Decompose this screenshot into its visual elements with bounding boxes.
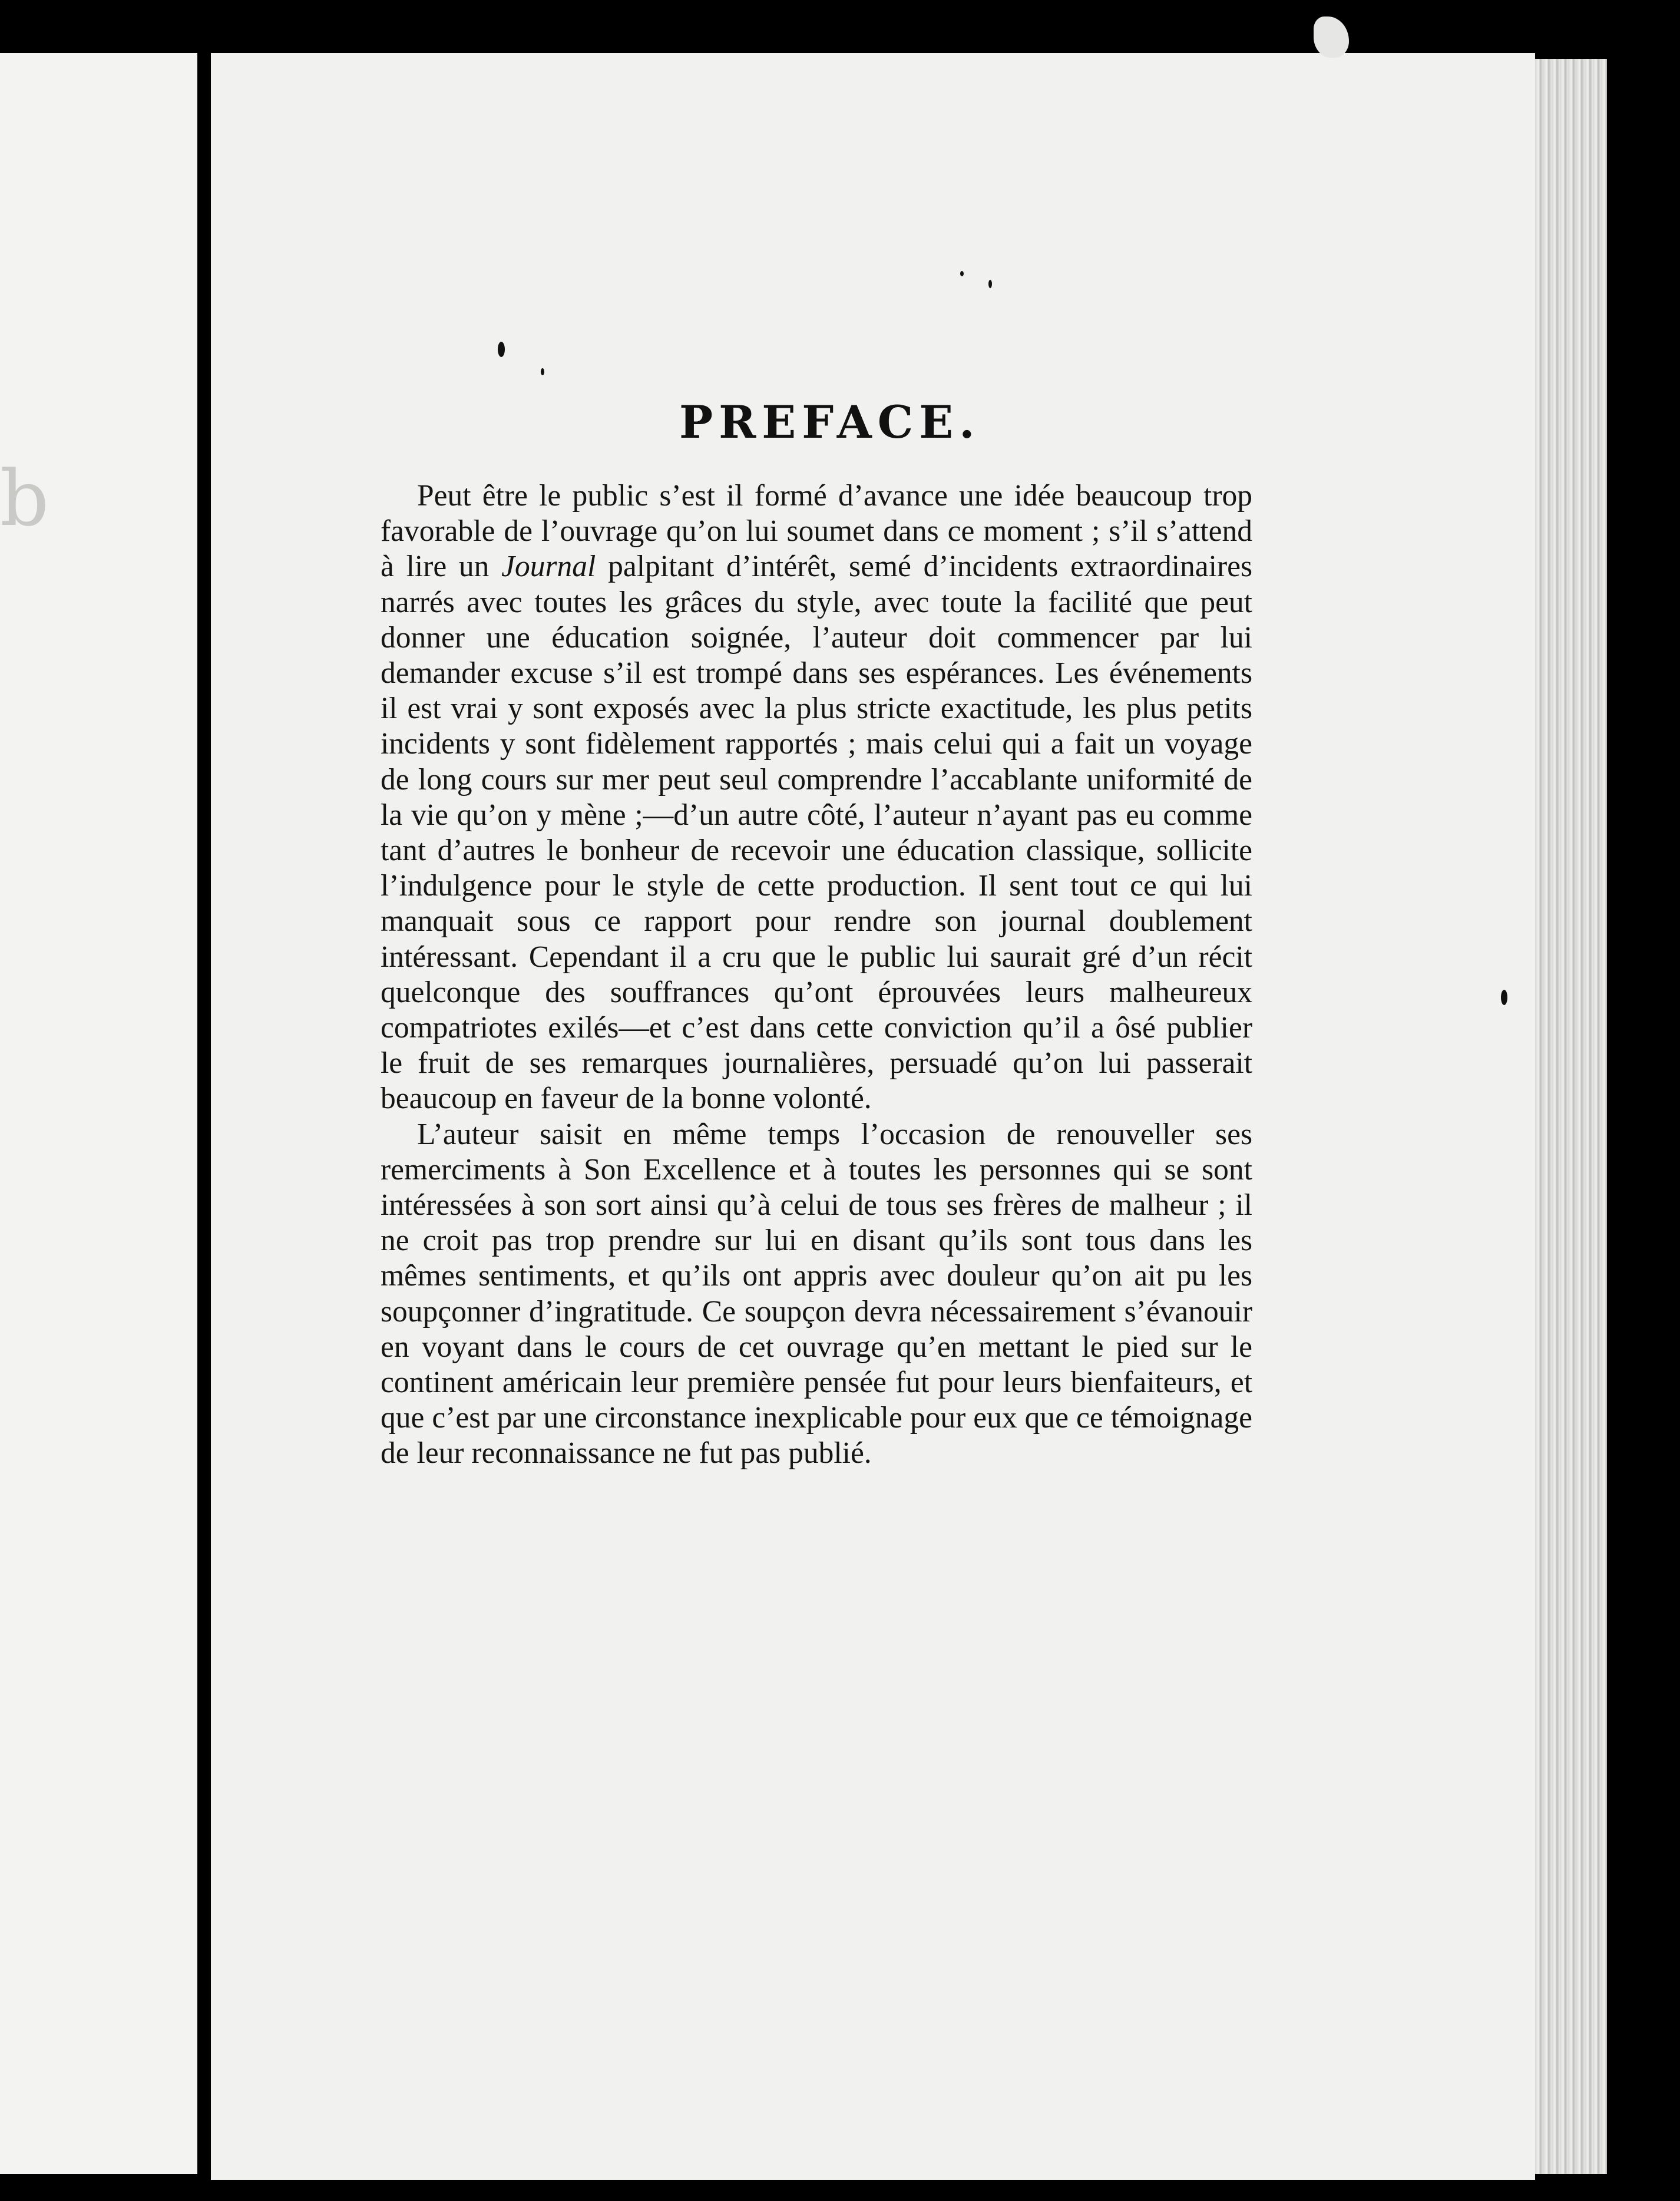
ink-speck bbox=[988, 280, 992, 288]
page-edges bbox=[1535, 59, 1607, 2174]
preface-text bbox=[381, 478, 1252, 1472]
italic-word: Journal bbox=[501, 550, 596, 584]
page-title: PREFACE. bbox=[679, 396, 981, 448]
bleed-through-mark: b bbox=[0, 454, 49, 543]
ink-speck bbox=[541, 368, 544, 375]
ink-speck bbox=[1501, 990, 1507, 1005]
left-page-edge bbox=[0, 53, 197, 2174]
paragraph: L’auteur saisit en même temps l’occasion de renouveller ses remerciments à Son Excellence et à toutes les personnes qui se sont intéressées à son sort ainsi qu’à celui de tous ses frères de malheur ; il ne croit pas trop prendre sur lui en disant qu’ils sont tous dans les mêmes sentiments, et qu’ils ont appris avec douleur qu’on ait pu les soupçonner d’ingratitude. Ce soupçon devra nécessairement s’évanouir en voyant dans le cours de cet ouvrage qu’en mettant le pied sur le continent américain leur première pensée fut pour leurs bienfaiteurs, et que c’est par une circonstance inexplicable pour eux que ce témoignage de leur reconnaissance ne fut pas publié. bbox=[381, 1117, 1252, 1470]
torn-corner-mark bbox=[1314, 16, 1349, 58]
paragraph: Peut être le public s’est il formé d’avance une idée beaucoup trop favorable de l’ouvrage qu’on lui soumet dans ce moment ; s’il s’attend à lire un Journal palpitant d’intérêt, semé d’incidents extraordinaires narrés avec toutes les grâces du style, avec toute la facilité que peut donner une éducation soignée, l’auteur doit commencer par lui demander excuse s’il est trompé dans ses espérances. Les événements il est vrai y sont exposés avec la plus stricte exactitude, les plus petits incidents y sont fidèlement rapportés ; mais celui qui a fait un voyage de long cours sur mer peut seul comprendre l’accablante uniformité de la vie qu’on y mène ;—d’un autre côté, l’auteur n’ayant pas eu comme tant d’autres le bonheur de recevoir une éducation classique, sollicite l’indulgence pour le style de cette production. Il sent tout ce qui lui manquait sous ce rapport pour rendre son journal doublement intéressant. Cependant il a cru que le public lui saurait gré d’un récit quelconque des souffrances qu’ont éprouvées leurs malheureux compatriotes exilés—et c’est dans cette conviction qu’il a ôsé publier le fruit de ses remarques journalières, persuadé qu’on lui passerait beaucoup en faveur de la bonne volonté. bbox=[381, 479, 1253, 1116]
ink-speck bbox=[498, 342, 505, 357]
ink-speck bbox=[960, 271, 964, 276]
